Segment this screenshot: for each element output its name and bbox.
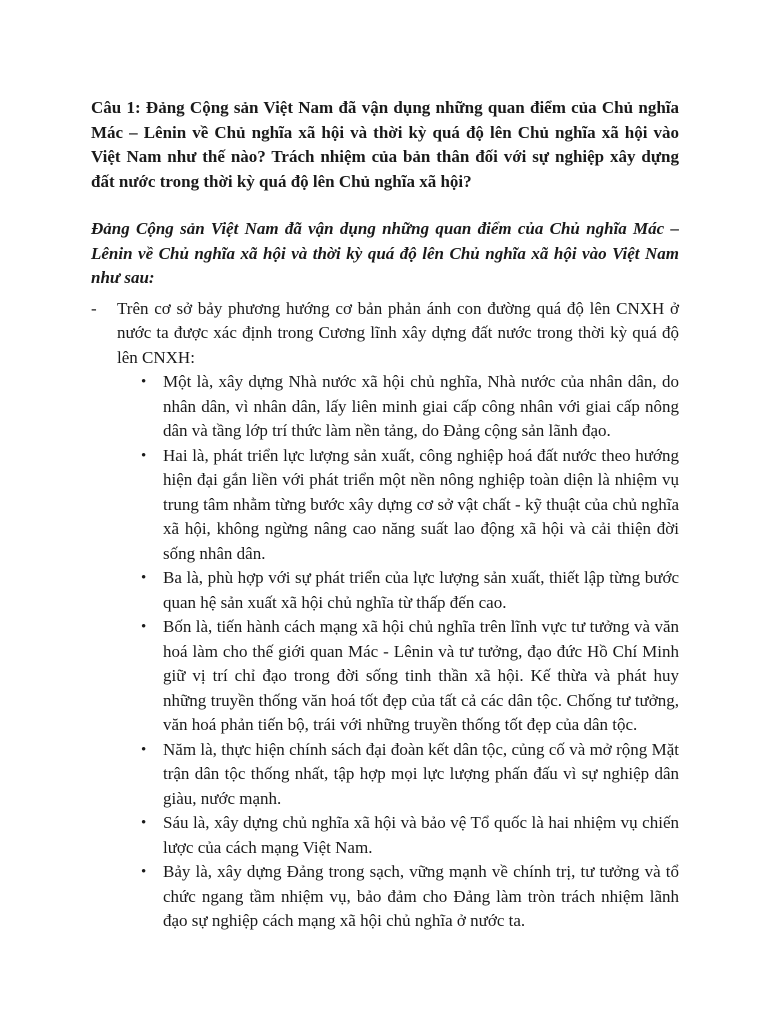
bullet-icon: • — [141, 815, 147, 831]
bullet-list — [117, 370, 679, 934]
bullet-icon: • — [141, 741, 147, 758]
bullet-icon: • — [141, 447, 147, 464]
list-item — [137, 738, 679, 812]
list-item — [137, 370, 679, 444]
list-item — [137, 444, 679, 567]
list-item-text: Sáu là, xây dựng chủ nghĩa xã hội và bảo vệ Tổ quốc là hai nhiệm vụ chiến lược của cách mạng Việt Nam. — [163, 813, 679, 857]
answer-subheading: Đảng Cộng sản Việt Nam đã vận dụng những quan điểm của Chủ nghĩa Mác – Lênin về Chủ nghĩa xã hội và thời kỳ quá độ lên Chủ nghĩa xã hội vào Việt Nam như sau: — [91, 219, 679, 287]
list-item — [137, 615, 679, 738]
dash-list — [91, 297, 679, 934]
list-item — [137, 811, 679, 860]
list-item-text: Một là, xây dựng Nhà nước xã hội chủ nghĩa, Nhà nước của nhân dân, do nhân dân, vì nhân dân, lấy liên minh giai cấp công nhân với giai cấp nông dân và tầng lớp trí thức làm nền tảng, do Đảng cộng sản lãnh đạo. — [163, 372, 679, 440]
list-item — [137, 860, 679, 934]
dash-marker: - — [91, 298, 97, 318]
list-item — [137, 566, 679, 615]
bullet-icon: • — [141, 619, 147, 635]
bullet-icon: • — [141, 864, 147, 880]
bullet-icon: • — [141, 374, 147, 390]
bullet-icon: • — [141, 570, 147, 586]
question-heading: Câu 1: Đảng Cộng sản Việt Nam đã vận dụng những quan điểm của Chủ nghĩa Mác – Lênin về Chủ nghĩa xã hội và thời kỳ quá độ lên Chủ nghĩa xã hội vào Việt Nam như thế nào? Trách nhiệm của bản thân đối với sự nghiệp xây dựng đất nước trong thời kỳ quá độ lên Chủ nghĩa xã hội? — [91, 98, 679, 191]
document-page — [91, 96, 679, 934]
list-item-text: Năm là, thực hiện chính sách đại đoàn kết dân tộc, củng cố và mở rộng Mặt trận dân tộc thống nhất, tập hợp mọi lực lượng phấn đấu vì sự nghiệp dân giàu, nước mạnh. — [163, 739, 679, 808]
list-item-text: Hai là, phát triển lực lượng sản xuất, công nghiệp hoá đất nước theo hướng hiện đại gắn liền với phát triển một nền nông nghiệp toàn diện là nhiệm vụ trung tâm nhằm từng bước xây dựng cơ sở vật chất - kỹ thuật của chủ nghĩa xã hội, không ngừng nâng cao năng suất lao động xã hội và cải thiện đời sống nhân dân. — [163, 445, 679, 563]
list-item-text: Ba là, phù hợp với sự phát triển của lực lượng sản xuất, thiết lập từng bước quan hệ sản xuất xã hội chủ nghĩa từ thấp đến cao. — [163, 568, 679, 612]
list-item-text: Bảy là, xây dựng Đảng trong sạch, vững mạnh về chính trị, tư tưởng và tổ chức ngang tầm nhiệm vụ, bảo đảm cho Đảng làm tròn trách nhiệm lãnh đạo sự nghiệp cách mạng xã hội chủ nghĩa ở nước ta. — [163, 862, 679, 930]
intro-text: Trên cơ sở bảy phương hướng cơ bản phản ánh con đường quá độ lên CNXH ở nước ta được xác định trong Cương lĩnh xây dựng đất nước trong thời kỳ quá độ lên CNXH: — [117, 298, 679, 367]
list-item-text: Bốn là, tiến hành cách mạng xã hội chủ nghĩa trên lĩnh vực tư tưởng và văn hoá làm cho thế giới quan Mác - Lênin và tư tưởng, đạo đức Hồ Chí Minh giữ vị trí chỉ đạo trong đời sống tinh thần xã hội. Kế thừa và phát huy những truyền thống văn hoá tốt đẹp của tất cả các dân tộc. Chống tư tưởng, văn hoá phản tiến bộ, trái với những truyền thống tốt đẹp của dân tộc. — [163, 617, 679, 734]
dash-list-item — [91, 297, 679, 934]
